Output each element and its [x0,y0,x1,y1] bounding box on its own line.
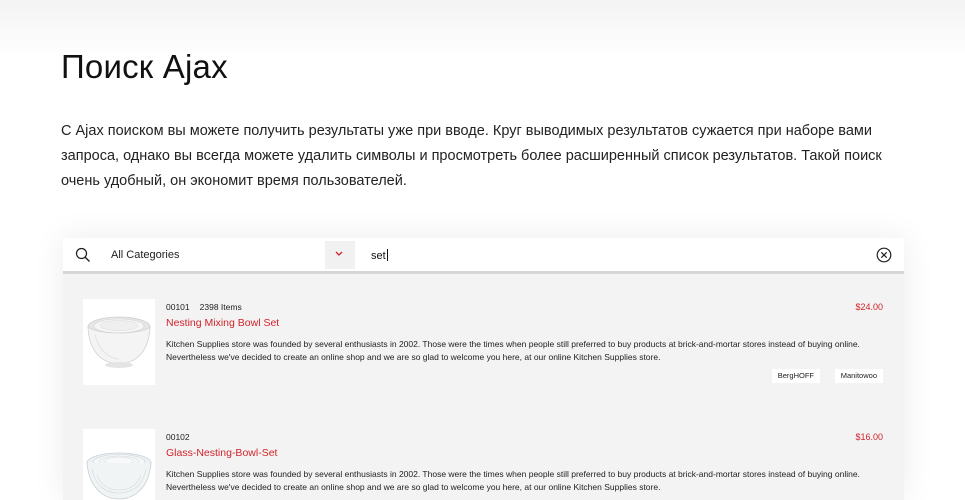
product-meta [166,302,242,312]
text-caret [387,249,388,261]
product-description: Kitchen Supplies store was founded by several enthusiasts in 2002. Those were the times when people still preferred to buy products at brick-and-mortar stores instead of buying online. Nevertheless we've decided to create an online shop and we are so glad to welcome you here, at our online Kitchen Supplies store. [166,469,860,492]
search-icon[interactable] [75,247,91,263]
product-sku: 00102 [166,432,190,442]
product-meta [166,432,190,442]
page-title: Поиск Ajax [61,48,228,85]
search-query-text: set [371,250,386,262]
search-bar [63,238,904,274]
category-dropdown-button[interactable] [325,241,355,269]
product-name-link[interactable]: Nesting Mixing Bowl Set [166,317,280,329]
brand-tag[interactable]: Manitowoo [835,369,883,383]
clear-circle-x-icon[interactable] [876,247,892,263]
chevron-down-icon [335,251,343,257]
product-image-glass-bowls[interactable] [83,429,155,500]
product-name-link[interactable]: Glass-Nesting-Bowl-Set [166,447,278,459]
product-price: $16.00 [855,432,883,442]
product-count: 2398 Items [199,302,242,312]
search-result-item[interactable] [63,296,904,396]
search-result-item[interactable] [63,426,904,500]
product-description: Kitchen Supplies store was founded by several enthusiasts in 2002. Those were the times when people still preferred to buy products at brick-and-mortar stores instead of buying online. Nevertheless we've decided to create an online shop and we are so glad to welcome you here, at our online Kitchen Supplies store. [166,339,860,362]
brand-tag[interactable]: BergHOFF [772,369,820,383]
page-description: С Ajax поиском вы можете получить результаты уже при вводе. Круг выводимых результатов сужается при наборе вами запроса, однако вы всегда можете удалить символы и просмотреть более расширенный список результатов. Такой поиск очень удобный, он экономит время пользователей. [61,123,882,189]
product-price: $24.00 [855,302,883,312]
ajax-search-widget [63,238,904,500]
search-input[interactable] [371,249,388,262]
category-select[interactable]: All Categories [111,249,180,261]
product-image-mixing-bowls[interactable] [83,299,155,385]
product-sku: 00101 [166,302,190,312]
